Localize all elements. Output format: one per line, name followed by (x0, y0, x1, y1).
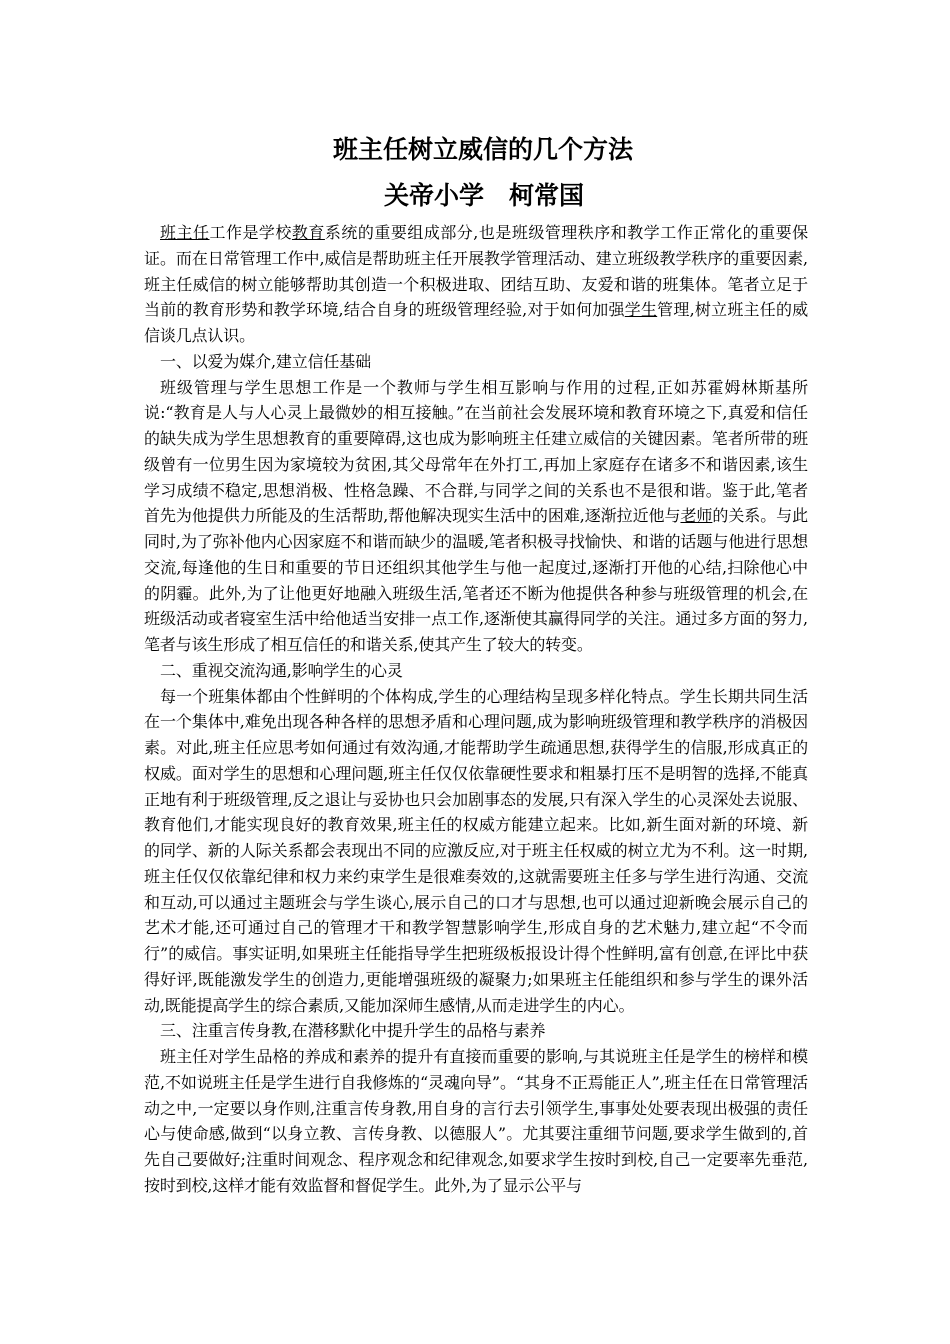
hyperlink-xuesheng[interactable]: 学生 (624, 300, 658, 320)
hyperlink-jiaoyu[interactable]: 教育 (291, 223, 325, 242)
document-title: 班主任树立威信的几个方法 (332, 135, 633, 164)
section-1-text-b: 的关系。与此同时,为了弥补他内心因家庭不和谐而缺少的温暖,笔者积极寻找愉快、和谐的话题与他进行思想交流,每逢他的生日和重要的节日还组织其他学生与他一起度过,逐渐打开他的心结,扫除他心中的阴霾。此外,为了让他更好地融入班级生活,笔者还不断为他提供各种参与班级管理的机会,在班级活动或者寝室生活中给他适当安排一点工作,逐渐使其赢得同学的关注。通过多方面的努力,笔者与该生形成了相互信任的和谐关系,使其产生了较大的转变。 (144, 506, 808, 654)
intro-paragraph (144, 220, 808, 349)
hyperlink-banzhuren[interactable]: 班主任 (160, 223, 210, 242)
intro-text-3: 管理,树立班主任的威信谈几点认识。 (144, 300, 809, 345)
document-author: 关帝小学 柯常国 (383, 181, 584, 210)
hyperlink-laoshi[interactable]: 老师 (680, 506, 713, 526)
section-1-heading: 一、以爱为媒介,建立信任基础 (160, 351, 371, 371)
document-page (144, 128, 808, 1199)
section-3-paragraph: 班主任对学生品格的养成和素养的提升有直接而重要的影响,与其说班主任是学生的榜样和模范,不如说班主任是学生进行自我修炼的“灵魂向导”。“其身不正焉能正人”,班主任在日常管理活动之中,一定要以身作则,注重言传身教,用自身的言行去引领学生,事事处处要表现出极强的责任心与使命感,做到“以身立教、言传身教、以德服人”。尤其要注重细节问题,要求学生做到的,首先自己要做好;注重时间观念、程序观念和纪律观念,如要求学生按时到校,自己一定要率先垂范,按时到校,这样才能有效监督和督促学生。此外,为了显示公平与 (144, 1047, 808, 1195)
intro-text-2: 系统的重要组成部分,也是班级管理秩序和教学工作正常化的重要保证。而在日常管理工作中,威信是帮助班主任开展教学管理活动、建立班级教学秩序的重要因素,班主任威信的树立能够帮助其创造一个积极进取、团结互助、友爱和谐的班集体。笔者立足于当前的教育形势和教学环境,结合自身的班级管理经验,对于如何加强 (144, 223, 808, 320)
section-2-paragraph: 每一个班集体都由个性鲜明的个体构成,学生的心理结构呈现多样化特点。学生长期共同生活在一个集体中,难免出现各种各样的思想矛盾和心理问题,成为影响班级管理和教学秩序的消极因素。对此,班主任应思考如何通过有效沟通,才能帮助学生疏通思想,获得学生的信服,形成真正的权威。面对学生的思想和心理问题,班主任仅仅依靠硬性要求和粗暴打压不是明智的选择,不能真正地有利于班级管理,反之退让与妥协也只会加剧事态的发展,只有深入学生的心灵深处去说服、教育他们,才能实现良好的教育效果,班主任的权威方能建立起来。比如,新生面对新的环境、新的同学、新的人际关系都会表现出不同的应激反应,对于班主任权威的树立尤为不利。这一时期,班主任仅仅依靠纪律和权力来约束学生是很难奏效的,这就需要班主任多与学生进行沟通、交流和互动,可以通过主题班会与学生谈心,展示自己的口才与思想,也可以通过迎新晚会展示自己的艺术才能,还可通过自己的管理才干和教学智慧影响学生,形成自身的艺术魅力,建立起“不令而行”的威信。事实证明,如果班主任能指导学生把班级板报设计得个性鲜明,富有创意,在评比中获得好评,既能激发学生的创造力,更能增强班级的凝聚力;如果班主任能组织和参与学生的课外活动,既能提高学生的综合素质,又能加深师生感情,从而走进学生的内心。 (144, 686, 808, 1015)
section-3-heading: 三、注重言传身教,在潜移默化中提升学生的品格与素养 (160, 1021, 546, 1041)
section-1-text-a: 班级管理与学生思想工作是一个教师与学生相互影响与作用的过程,正如苏霍姆林斯基所说:“教育是人与人心灵上最微妙的相互接触。”在当前社会发展环境和教育环境之下,真爱和信任的缺失成为学生思想教育的重要障碍,这也成为影响班主任建立威信的关键因素。笔者所带的班级曾有一位男生因为家境较为贫困,其父母常年在外打工,再加上家庭存在诸多不和谐因素,该生学习成绩不稳定,思想消极、性格急躁、不合群,与同学之间的关系也不是很和谐。鉴于此,笔者首先为他提供力所能及的生活帮助,帮他解决现实生活中的困难,逐渐拉近他与 (144, 377, 808, 526)
section-2-heading: 二、重视交流沟通,影响学生的心灵 (160, 660, 403, 680)
document-body (144, 220, 808, 1199)
intro-text-1: 工作是学校 (209, 223, 292, 242)
section-1-paragraph (144, 375, 808, 658)
